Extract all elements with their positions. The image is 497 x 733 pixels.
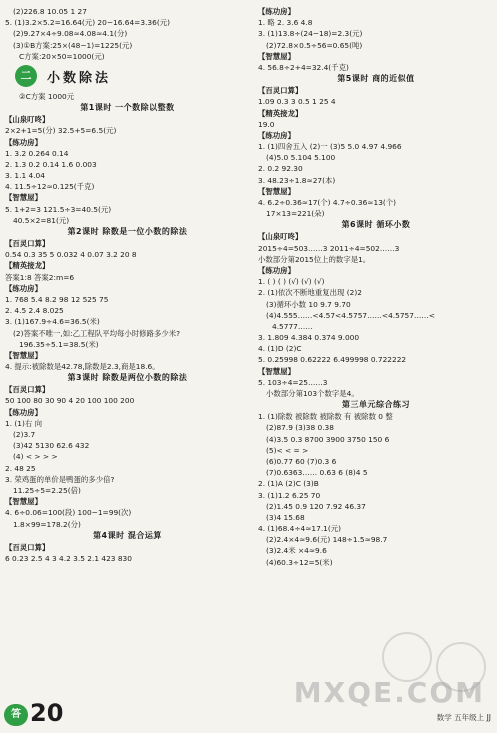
answer-line: (2)1.45 0.9 120 7.92 46.37	[266, 501, 366, 511]
answer-line: (4)3.5 0.3 8700 3900 3750 150 6	[266, 434, 390, 444]
answer-line: (2)72.8×0.5÷56=0.65(吨)	[266, 40, 363, 50]
section-label: 【练功房】	[258, 265, 295, 275]
answer-line: 3. 1.809 4.384 0.374 9.000	[258, 333, 360, 343]
section-label: 【百灵口算】	[5, 542, 50, 552]
answer-line: 4. (1)68.4÷4≈17.1(元)	[258, 524, 342, 534]
answer-line: (4) < > > >	[13, 452, 58, 462]
lesson-title: 第1课时 一个数除以整数	[80, 103, 175, 113]
answer-line: 5. 1+2=3 121.5÷3=40.5(元)	[5, 204, 112, 214]
answer-line: 3. (1)13.8÷(24−18)=2.3(元)	[258, 29, 363, 39]
answer-line: (2)226.8 10.05 1 27	[13, 7, 87, 16]
left-column	[5, 6, 250, 564]
answer-line: 4.5777……	[272, 321, 313, 331]
answer-line: 2. 48 25	[5, 463, 36, 473]
answer-line: (2)2.4×4≈9.6(元) 148÷1.5≈98.7	[266, 535, 388, 545]
answer-line: (4)5.0 5.104 5.100	[266, 153, 336, 163]
answer-line: (2)87.9 (3)38 0.38	[266, 423, 334, 433]
lesson-title: 第5课时 商的近似值	[337, 74, 415, 84]
answer-line: (2)答案不唯一,如:乙工程队平均每小时修路多少米?	[13, 328, 181, 338]
page-number: 20	[30, 699, 64, 727]
answer-line: 2×2+1=5(分) 32.5+5=6.5(元)	[5, 126, 117, 136]
answer-line: (2)9.27×4÷9.08≈4.08≈4.1(分)	[13, 29, 128, 39]
answer-line: 答案1:8 答案2:m=6	[5, 272, 75, 282]
answer-line: 1.8×99=178.2(分)	[13, 519, 81, 529]
answer-line: 6 0.23 2.5 4 3 4.2 3.5 2.1 423 830	[5, 553, 132, 563]
answer-line: (3)4 15.68	[266, 512, 305, 522]
lesson-title: 第4课时 混合运算	[93, 530, 162, 540]
answer-line: 4. 56.8÷2+4=32.4(千克)	[258, 62, 349, 72]
section-label: 【百灵口算】	[5, 239, 50, 248]
answer-line: 4. (1)D (2)C	[258, 344, 302, 354]
answer-line: 3. 48.23÷1.8≈27(本)	[258, 175, 336, 185]
answer-line: 1. (1)四舍五入 (2)一 (3)5 5.0 4.97 4.966	[258, 142, 402, 152]
answer-line: 19.0	[258, 119, 275, 129]
answer-line: 4. 6.2÷0.36≈17(个) 4.7÷0.36≈13(个)	[258, 198, 397, 207]
footer-book-label: 数学 五年级上 JJ	[436, 713, 491, 722]
answer-line: 1.09 0.3 3 0.5 1 25 4	[258, 97, 336, 107]
answer-line: 196.35÷5.1=38.5(米)	[19, 339, 99, 349]
section-label: 【山泉叮咚】	[5, 115, 50, 125]
answer-line: 50 100 80 30 90 4 20 100 100 200	[5, 396, 135, 406]
answer-line: 小数部分第2015位上的数字是1。	[258, 254, 371, 264]
section-label: 【练功房】	[258, 130, 295, 140]
lesson-title: 第6课时 循环小数	[341, 220, 411, 230]
watermark-circle-1	[382, 632, 432, 682]
answer-line: 1. (1)除数 被除数 被除数 有 被除数 0 整	[258, 412, 393, 422]
answer-line: 3. (1)167.9÷4.6=36.5(米)	[5, 317, 100, 327]
section-label: 【智慧屋】	[258, 51, 295, 61]
answer-line: 4. 11.5÷12≈0.125(千克)	[5, 182, 95, 192]
section-label: 【精英接龙】	[5, 261, 50, 271]
unit-header	[5, 65, 250, 89]
answer-line: 0.54 0.3 35 5 0.032 4 0.07 3.2 20 8	[5, 250, 137, 260]
section-label: 【百灵口算】	[5, 385, 50, 395]
answer-badge: 答	[4, 704, 28, 726]
answer-line: 5. (1)3.2×5.2=16.64(元) 20−16.64=3.36(元)	[5, 18, 170, 28]
answer-line: 小数部分第103个数字是4。	[266, 389, 359, 398]
answer-line: 1. 3.2 0.264 0.14	[5, 148, 69, 158]
answer-line: 17×13=221(朵)	[266, 209, 325, 219]
answer-line: 5. 103÷4=25……3	[258, 377, 328, 387]
answer-line: 11.25÷5=2.25(倍)	[13, 485, 81, 495]
answer-line: 4. 6÷0.06=100(段) 100−1=99(次)	[5, 508, 132, 518]
answer-line: (4)60.3÷12=5(米)	[266, 557, 333, 567]
unit-number-badge: 二	[15, 65, 37, 87]
answer-line: 1. (1)右 向	[5, 418, 43, 428]
unit-title: 小数除法	[47, 70, 112, 86]
answer-line: (6)0.77 60 (7)0.3 6	[266, 456, 337, 466]
answer-line: (3)42 5130 62.6 432	[13, 441, 90, 451]
answer-line: (4)4.555……<4.57<4.5757……<4.5757……<	[266, 310, 435, 320]
answer-line: 3. 荣鸡蛋的单价是鸭蛋的多少倍?	[5, 474, 115, 484]
section-label: 【智慧屋】	[258, 366, 295, 376]
answer-line: 3. 1.1 4.04	[5, 171, 45, 181]
answer-line: 2. (1)A (2)C (3)B	[258, 479, 319, 489]
answer-line: 1. 768 5.4 8.2 98 12 525 75	[5, 294, 109, 304]
answer-line: 3. (1)1.2 6.25 70	[258, 490, 321, 500]
answer-line: 5. 0.25998 0.62222 6.499998 0.722222	[258, 355, 407, 365]
answer-line: 40.5×2=81(元)	[13, 215, 70, 225]
section-label: 【精英接龙】	[258, 108, 303, 118]
section-label: 【智慧屋】	[5, 497, 42, 507]
lesson-title: 第3课时 除数是两位小数的除法	[67, 373, 188, 383]
answer-line: 2. 4.5 2.4 8.025	[5, 306, 64, 316]
answer-line: (3)①B方案:25×(48−1)=1225(元)	[13, 40, 133, 50]
answer-line: (3)2.4米 ×4≈9.6	[266, 546, 327, 556]
section-label: 【百灵口算】	[258, 86, 303, 96]
answer-line: 2. (1)依次不断地重复出现 (2)2	[258, 288, 362, 298]
answer-line: (3)循环小数 10 9.7 9.70	[266, 299, 351, 309]
answer-line: C方案:20×50=1000(元)	[19, 51, 105, 61]
answer-line: 1. 略 2. 3.6 4.8	[258, 18, 313, 28]
watermark-text: MXQE.COM	[293, 676, 485, 709]
answer-line: 1. ( ) ( ) (√) (√) (√)	[258, 277, 325, 287]
section-label: 【智慧屋】	[258, 186, 295, 196]
answer-line: 4. 提示:被除数是42.78,除数是2.3,商是18.6。	[5, 362, 160, 372]
answer-line: (7)0.6363…… 0.63 6 (8)4 5	[266, 468, 368, 478]
section-label: 【练功房】	[258, 7, 295, 16]
answer-line: ②C方案 1000元	[19, 91, 75, 101]
section-label: 【练功房】	[5, 283, 42, 293]
right-column	[258, 6, 494, 568]
answer-line: (2)3.7	[13, 430, 36, 439]
lesson-title: 第2课时 除数是一位小数的除法	[67, 227, 188, 236]
section-label: 【练功房】	[5, 407, 42, 417]
section-label: 【智慧屋】	[5, 350, 42, 360]
answer-line: 2. 1.3 0.2 0.14 1.6 0.003	[5, 159, 97, 169]
section-label: 【山泉叮咚】	[258, 232, 303, 242]
lesson-title: 第三单元综合练习	[342, 400, 410, 410]
section-label: 【智慧屋】	[5, 193, 42, 203]
answer-line: 2015÷4=503……3 2011÷4=502……3	[258, 243, 400, 253]
section-label: 【练功房】	[5, 137, 42, 147]
answer-line: 2. 0.2 92.30	[258, 164, 303, 174]
answer-line: (5)< < = >	[266, 445, 309, 455]
